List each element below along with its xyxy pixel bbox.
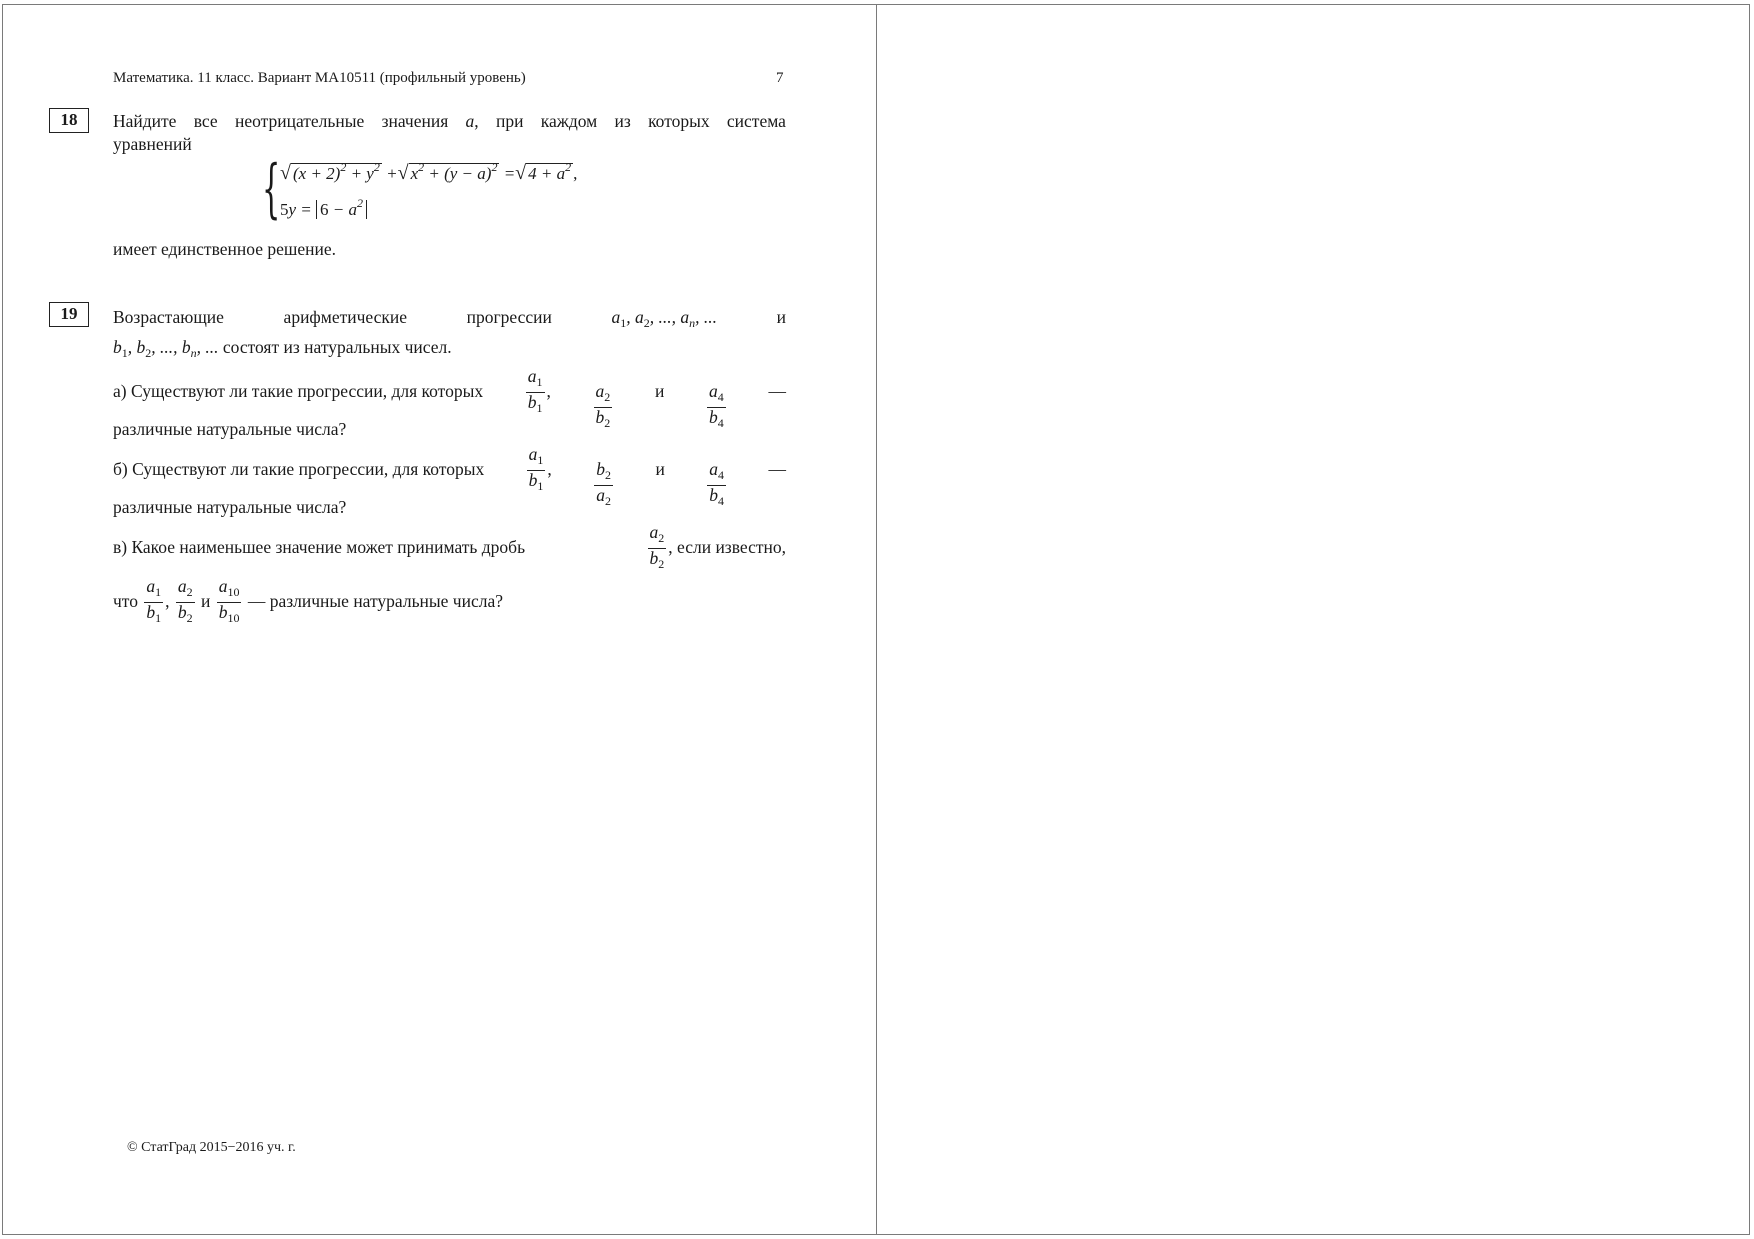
sequence-a: $a_1$, $a_2$, ..., $a_n$, ... (611, 307, 718, 330)
task19-part-c-line2: что $\frac{a_1}{b_1}$ , $\frac{a_2}{b_2}$ и $\frac{a_{10}}{b_{10}}$ — различные натуральные числа? (113, 576, 503, 628)
page-divider (876, 4, 877, 1235)
task19-part-a: а) Существуют ли такие прогрессии, для которых $\frac{a_1}{b_1}$ , $\frac{a_2}{b_2}$ и $\frac{a_4}{b_4}$ — (113, 366, 786, 416)
fraction-a10-b10: $\frac{a_{10}}{b_{10}}$ (218, 576, 240, 626)
task19-part-c: в) Какое наименьшее значение может принимать дробь $\frac{a_2}{b_2}$ , если известно, (113, 522, 786, 572)
page-number: 7 (776, 70, 784, 86)
task-number-19: 19 (49, 302, 89, 327)
word-arithmetic: арифметические (283, 307, 408, 327)
task18-equation-2: $5y = 6 - a^2$ (280, 196, 367, 220)
task-number-18: 18 (49, 108, 89, 133)
fraction-a2-b2: $\frac{a_2}{b_2}$ (595, 381, 611, 430)
copyright-footer: © СтатГрад 2015−2016 уч. г. (127, 1140, 296, 1155)
task18-outro: имеет единственное решение. (113, 239, 336, 259)
fraction-a1-b1: $\frac{a_1}{b_1}$ (528, 444, 544, 494)
fraction-a2-b2: $\frac{a_2}{b_2}$ (177, 576, 193, 626)
fraction-a4-b4: $\frac{a_4}{b_4}$ (709, 459, 725, 508)
task19-line2: $b_1$, $b_2$, ..., $b_n$, ... состоят из натуральных чисел. (113, 337, 452, 360)
task19-line1 (113, 306, 786, 334)
task18-var-a: a (465, 111, 475, 131)
word-progressions: прогрессии (466, 307, 552, 327)
fraction-b2-a2: $\frac{b_2}{a_2}$ (596, 459, 611, 508)
task18-intro-line2: уравнений (113, 134, 192, 154)
fraction-a1-b1: $\frac{a_1}{b_1}$ (146, 576, 162, 626)
task18-equation-1: √ $(x + 2)^2 + y^2$ +√ $x^2 + (y - a)^2$ =√ $4 + a^2$ , (280, 160, 578, 184)
word-and: и (776, 307, 786, 327)
word-ascending: Возрастающие (113, 307, 224, 327)
task19-part-b-tail: различные натуральные числа? (113, 497, 347, 517)
fraction-a4-b4: $\frac{a_4}{b_4}$ (709, 381, 724, 430)
task18-intro-line1: Найдите все неотрицательные значения a, при каждом из которых система (113, 111, 786, 131)
running-head: Математика. 11 класс. Вариант МА10511 (профильный уровень) (113, 70, 526, 86)
fraction-a2-b2: $\frac{a_2}{b_2}$ (649, 522, 665, 572)
task18-equation-system (262, 152, 662, 232)
system-brace: { (262, 152, 281, 226)
task19-part-a-tail: различные натуральные числа? (113, 419, 347, 439)
fraction-a1-b1: $\frac{a_1}{b_1}$ (527, 366, 543, 416)
task19-part-b: б) Существуют ли такие прогрессии, для которых $\frac{a_1}{b_1}$ , $\frac{b_2}{a_2}$ и $\frac{a_4}{b_4}$ — (113, 444, 786, 494)
sequence-b: $b_1$, $b_2$, ..., $b_n$, ... (113, 337, 219, 360)
